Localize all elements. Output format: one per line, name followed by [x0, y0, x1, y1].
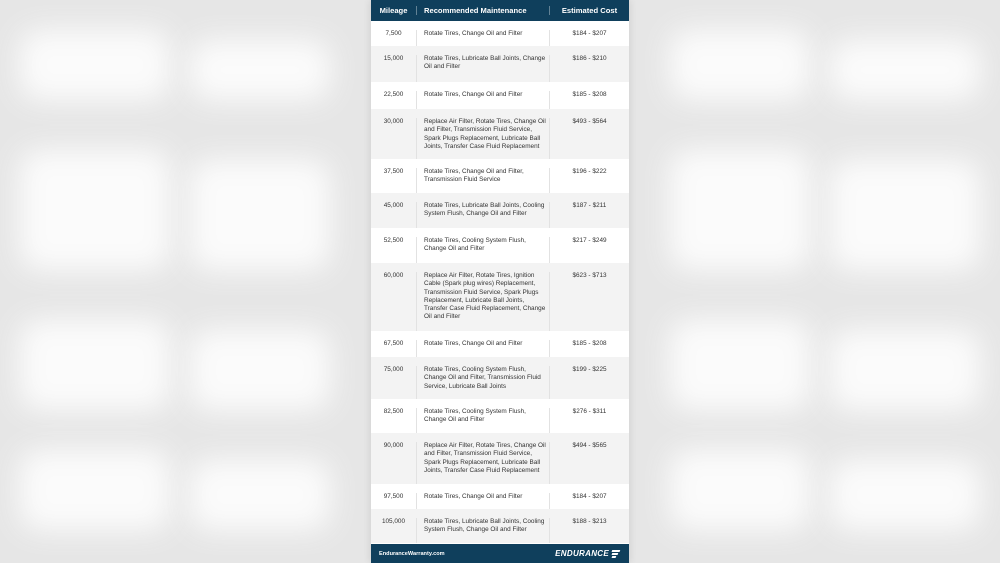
table-header	[371, 0, 629, 21]
table-row	[371, 399, 629, 433]
mileage-cell: 90,000	[383, 442, 404, 449]
maintenance-cell: Rotate Tires, Change Oil and Filter	[416, 91, 550, 109]
mileage-cell: 60,000	[383, 272, 404, 279]
table-row	[371, 263, 629, 331]
mileage-cell: 75,000	[383, 366, 404, 373]
maintenance-cell: Rotate Tires, Change Oil and Filter	[416, 30, 550, 46]
maintenance-cell: Rotate Tires, Change Oil and Filter	[416, 493, 550, 509]
cost-cell: $184 - $207	[572, 493, 607, 500]
endurance-stripes-icon	[612, 550, 620, 557]
table-row	[371, 46, 629, 82]
mileage-cell: 97,500	[383, 493, 404, 500]
maintenance-cell: Rotate Tires, Lubricate Ball Joints, Cooling System Flush, Change Oil and Filter	[416, 518, 550, 543]
table-row	[371, 331, 629, 357]
table-row	[371, 484, 629, 509]
maintenance-cell: Replace Air Filter, Rotate Tires, Ignition Cable (Spark plug wires) Replacement, Transmission Fluid Service, Spark Plugs Replacement, Lubricate Ball Joints, Transfer Case Fluid Replacement, Change Oil and Filter	[416, 272, 550, 331]
logo-text: ENDURANCE	[555, 549, 609, 558]
maintenance-cell: Rotate Tires, Lubricate Ball Joints, Change Oil and Filter	[416, 55, 550, 82]
header-maintenance: Recommended Maintenance	[416, 6, 550, 15]
table-row	[371, 433, 629, 484]
mileage-cell: 52,500	[383, 237, 404, 244]
mileage-cell: 67,500	[383, 340, 404, 347]
cost-cell: $187 - $211	[572, 202, 607, 209]
cost-cell: $185 - $208	[572, 91, 607, 98]
footer-bar	[371, 544, 629, 563]
footer-url-link[interactable]: EnduranceWarranty.com	[379, 550, 445, 557]
table-row	[371, 159, 629, 193]
maintenance-cell: Rotate Tires, Change Oil and Filter	[416, 340, 550, 357]
cost-cell: $276 - $311	[572, 408, 607, 415]
header-mileage: Mileage	[379, 6, 408, 15]
maintenance-cell: Rotate Tires, Lubricate Ball Joints, Cooling System Flush, Change Oil and Filter	[416, 202, 550, 228]
table-row	[371, 228, 629, 263]
maintenance-cell: Rotate Tires, Change Oil and Filter, Transmission Fluid Service	[416, 168, 550, 193]
maintenance-cell: Replace Air Filter, Rotate Tires, Change Oil and Filter, Transmission Fluid Service, Spark Plugs Replacement, Lubricate Ball Joints, Transfer Case Fluid Replacement	[416, 442, 550, 484]
cost-cell: $186 - $210	[572, 55, 607, 62]
cost-cell: $184 - $207	[572, 30, 607, 37]
cost-cell: $199 - $225	[572, 366, 607, 373]
table-row	[371, 109, 629, 159]
maintenance-table-card	[371, 0, 629, 563]
cost-cell: $196 - $222	[572, 168, 607, 175]
maintenance-cell: Rotate Tires, Cooling System Flush, Change Oil and Filter	[416, 408, 550, 433]
mileage-cell: 30,000	[383, 118, 404, 125]
cost-cell: $217 - $249	[572, 237, 607, 244]
table-row	[371, 82, 629, 109]
table-row	[371, 21, 629, 46]
cost-cell: $494 - $565	[572, 442, 607, 449]
cost-cell: $188 - $213	[572, 518, 607, 525]
mileage-cell: 105,000	[381, 518, 406, 525]
cost-cell: $493 - $564	[572, 118, 607, 125]
endurance-logo	[555, 549, 620, 558]
mileage-cell: 45,000	[383, 202, 404, 209]
header-cost: Estimated Cost	[561, 6, 618, 15]
cost-cell: $185 - $208	[572, 340, 607, 347]
mileage-cell: 82,500	[383, 408, 404, 415]
table-row	[371, 193, 629, 228]
maintenance-cell: Rotate Tires, Cooling System Flush, Change Oil and Filter	[416, 237, 550, 263]
mileage-cell: 15,000	[383, 55, 404, 62]
maintenance-cell: Replace Air Filter, Rotate Tires, Change Oil and Filter, Transmission Fluid Service, Spark Plugs Replacement, Lubricate Ball Joints, Transfer Case Fluid Replacement	[416, 118, 550, 159]
table-row	[371, 509, 629, 543]
maintenance-cell: Rotate Tires, Cooling System Flush, Change Oil and Filter, Transmission Fluid Service, Lubricate Ball Joints	[416, 366, 550, 399]
mileage-cell: 22,500	[383, 91, 404, 98]
cost-cell: $623 - $713	[572, 272, 607, 279]
table-row	[371, 357, 629, 399]
mileage-cell: 37,500	[383, 168, 404, 175]
mileage-cell: 7,500	[385, 30, 402, 37]
